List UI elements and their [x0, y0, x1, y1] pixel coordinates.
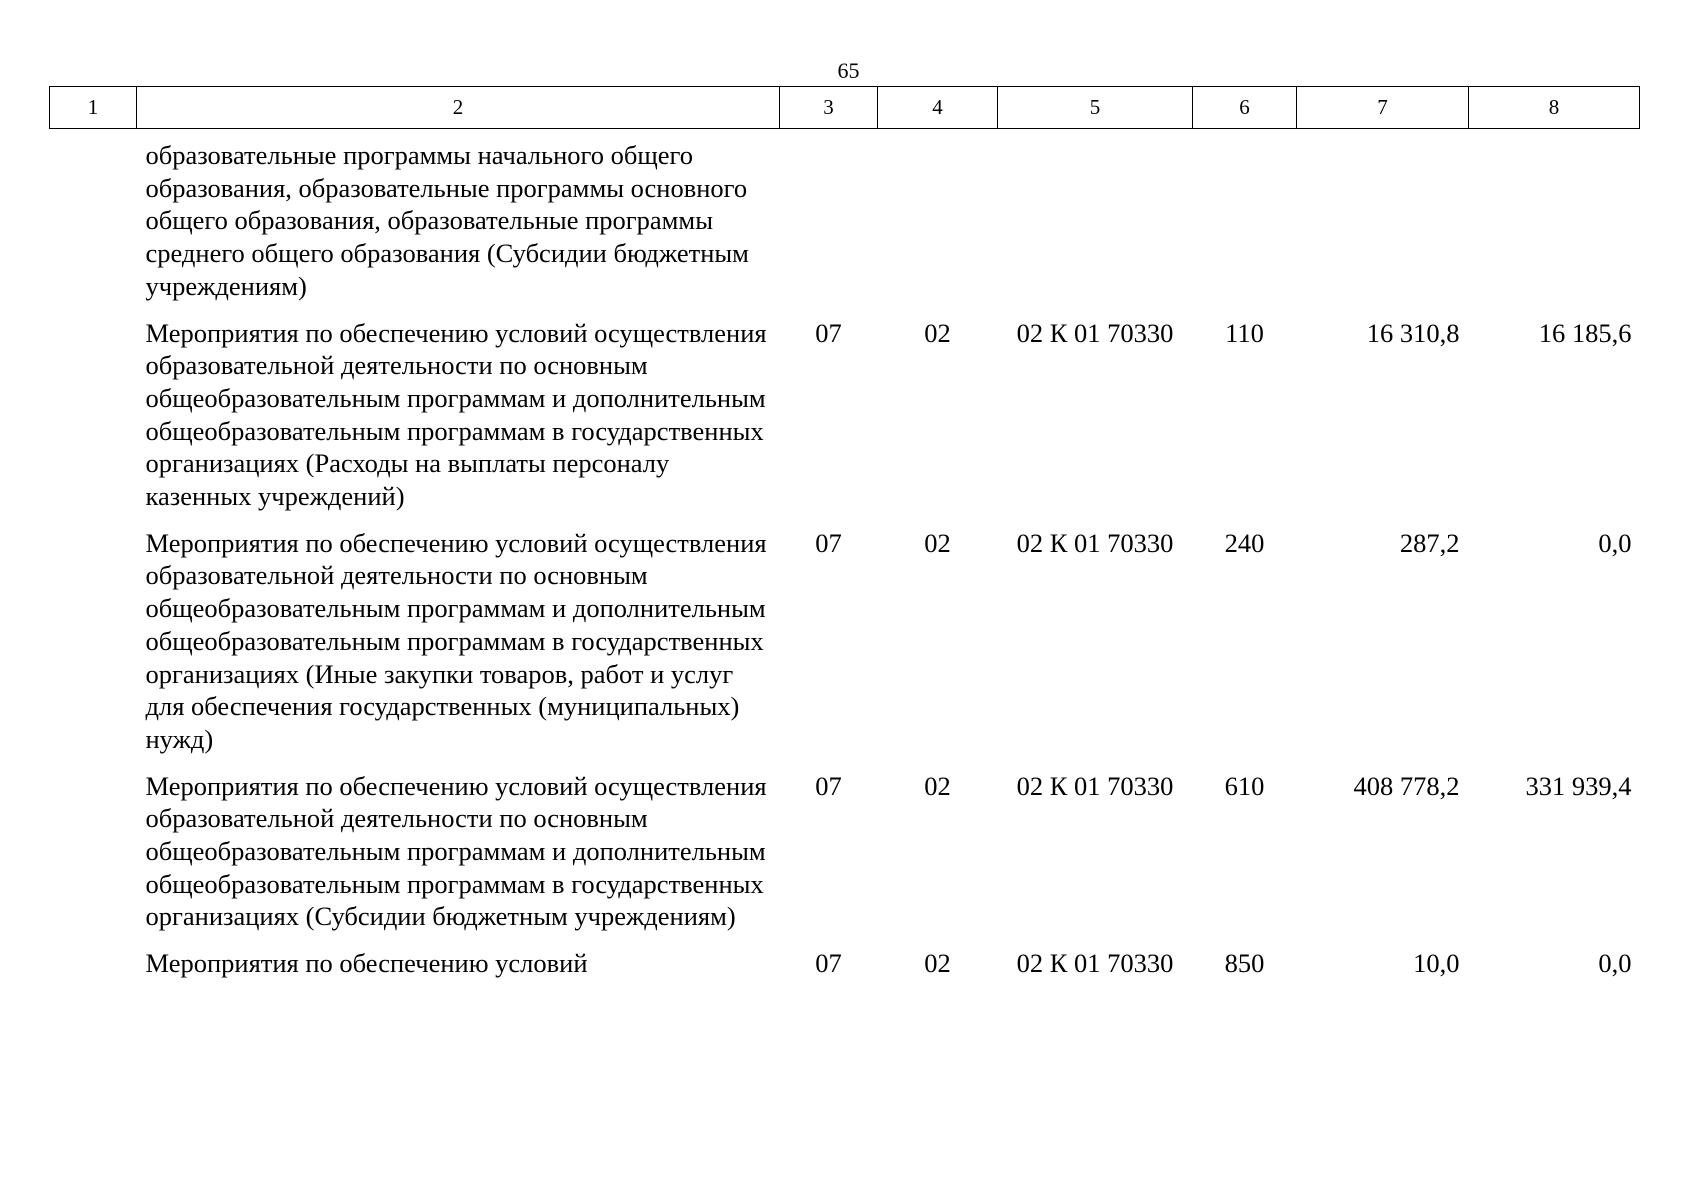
subsection-code: 02 [924, 948, 951, 979]
amount-column-7: 408 778,2 [1353, 770, 1460, 801]
amount-column-7: 16 310,8 [1366, 317, 1460, 348]
amount-column-7: 10,0 [1413, 948, 1460, 979]
column-header-5: 5 [998, 87, 1193, 129]
amount-column-8: 0,0 [1598, 948, 1632, 979]
target-article-code: 02 К 01 70330 [1016, 527, 1174, 558]
subsection-code: 02 [924, 527, 951, 558]
section-code: 07 [815, 770, 842, 801]
table-row [50, 513, 1640, 756]
table-row [50, 303, 1640, 513]
column-header-6: 6 [1193, 87, 1297, 129]
row-number-cell [50, 303, 137, 513]
subsection-code: 02 [924, 770, 951, 801]
amount-column-7 [1297, 129, 1469, 303]
section-code: 07 [815, 948, 842, 979]
table-row [50, 933, 1640, 980]
amount-column-7: 287,2 [1399, 527, 1460, 558]
expense-name: Мероприятия по обеспечению условий осуществления образовательной деятельности по основным общеобразовательным программам и дополнительным общеобразовательным программам в государственных организациях (Субсидии бюджетным учреждениям) [145, 770, 767, 932]
expense-name: Мероприятия по обеспечению условий [145, 948, 588, 979]
expense-type-code [1193, 129, 1297, 303]
target-article-code: 02 К 01 70330 [1016, 317, 1174, 348]
table-row [50, 129, 1640, 303]
expense-name: образовательные программы начального общего образования, образовательные программы основного общего образования, образовательные программы среднего общего образования (Субсидии бюджетным учреждениям) [145, 140, 749, 301]
amount-column-8: 0,0 [1598, 527, 1632, 558]
column-header-4: 4 [878, 87, 998, 129]
subsection-code [878, 129, 998, 303]
target-article-code: 02 К 01 70330 [1016, 770, 1174, 801]
amount-column-8 [1469, 129, 1640, 303]
column-header-8: 8 [1469, 87, 1640, 129]
expense-type-code: 610 [1224, 770, 1265, 801]
amount-column-8: 331 939,4 [1525, 770, 1632, 801]
row-number-cell [50, 513, 137, 756]
column-header-1: 1 [50, 87, 137, 129]
column-header-7: 7 [1297, 87, 1469, 129]
row-number-cell [50, 756, 137, 934]
section-code [780, 129, 878, 303]
expense-name: Мероприятия по обеспечению условий осуществления образовательной деятельности по основным общеобразовательным программам и дополнительным общеобразовательным программам в государственных организациях (Расходы на выплаты персоналу казенных учреждений) [145, 317, 767, 512]
amount-column-8: 16 185,6 [1538, 317, 1632, 348]
expense-type-code: 240 [1224, 527, 1265, 558]
section-code: 07 [815, 527, 842, 558]
column-header-3: 3 [780, 87, 878, 129]
expense-type-code: 850 [1224, 948, 1265, 979]
row-number-cell [50, 129, 137, 303]
budget-table [49, 86, 1640, 980]
expense-name: Мероприятия по обеспечению условий осуществления образовательной деятельности по основным общеобразовательным программам и дополнительным общеобразовательным программам в государственных организациях (Иные закупки товаров, работ и услуг для обеспечения государственных (муниципальных) нужд) [145, 527, 767, 754]
table-header [50, 87, 1640, 129]
target-article-code: 02 К 01 70330 [1016, 948, 1174, 979]
section-code: 07 [815, 317, 842, 348]
table-row [50, 756, 1640, 934]
header-row [50, 87, 1640, 129]
row-number-cell [50, 933, 137, 980]
subsection-code: 02 [924, 317, 951, 348]
page-number: 65 [837, 58, 860, 83]
target-article-code [998, 129, 1193, 303]
expense-type-code: 110 [1225, 317, 1264, 348]
table-body [50, 129, 1640, 980]
column-header-2: 2 [137, 87, 780, 129]
